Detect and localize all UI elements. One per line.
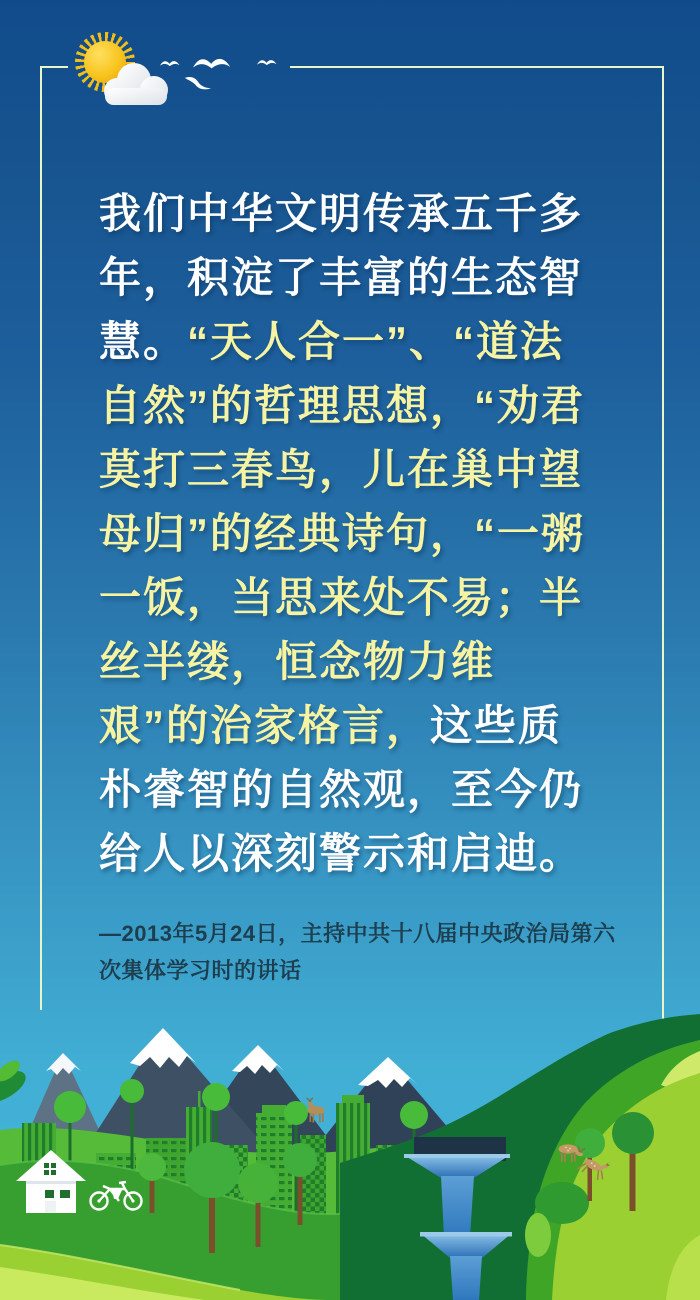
quote-part-3: 这些质朴睿智的自然观，至今仍给人以深刻警示和启迪。: [99, 702, 584, 877]
attribution-text: —2013年5月24日，主持中共十八届中央政治局第六次集体学习时的讲话: [99, 921, 616, 983]
frame-border-right: [662, 66, 664, 1022]
quote-part-1: 我们中华文明传承五千多年，积淀了丰富的生态智慧。: [99, 190, 584, 365]
quote-part-2-highlight: “天人合一”、“道法自然”的哲理思想，“劝君莫打三春鸟，儿在巢中望母归”的经典诗句，“一粥一饭，当思来处不易；半丝半缕，恒念物力维艰”的治家格言，: [99, 318, 586, 749]
bird-icon: [193, 53, 231, 72]
frame-border-top-right-segment: [290, 66, 664, 68]
landscape-graphic: [0, 995, 700, 1300]
leaf-plant: [0, 1057, 31, 1110]
bird-icon: [182, 73, 214, 92]
quote-text: [99, 182, 604, 886]
bird-icon: [257, 57, 277, 67]
frame-border-left: [40, 66, 42, 1010]
frame-border-top-left-segment: [40, 66, 68, 68]
bird-icon: [160, 58, 180, 68]
